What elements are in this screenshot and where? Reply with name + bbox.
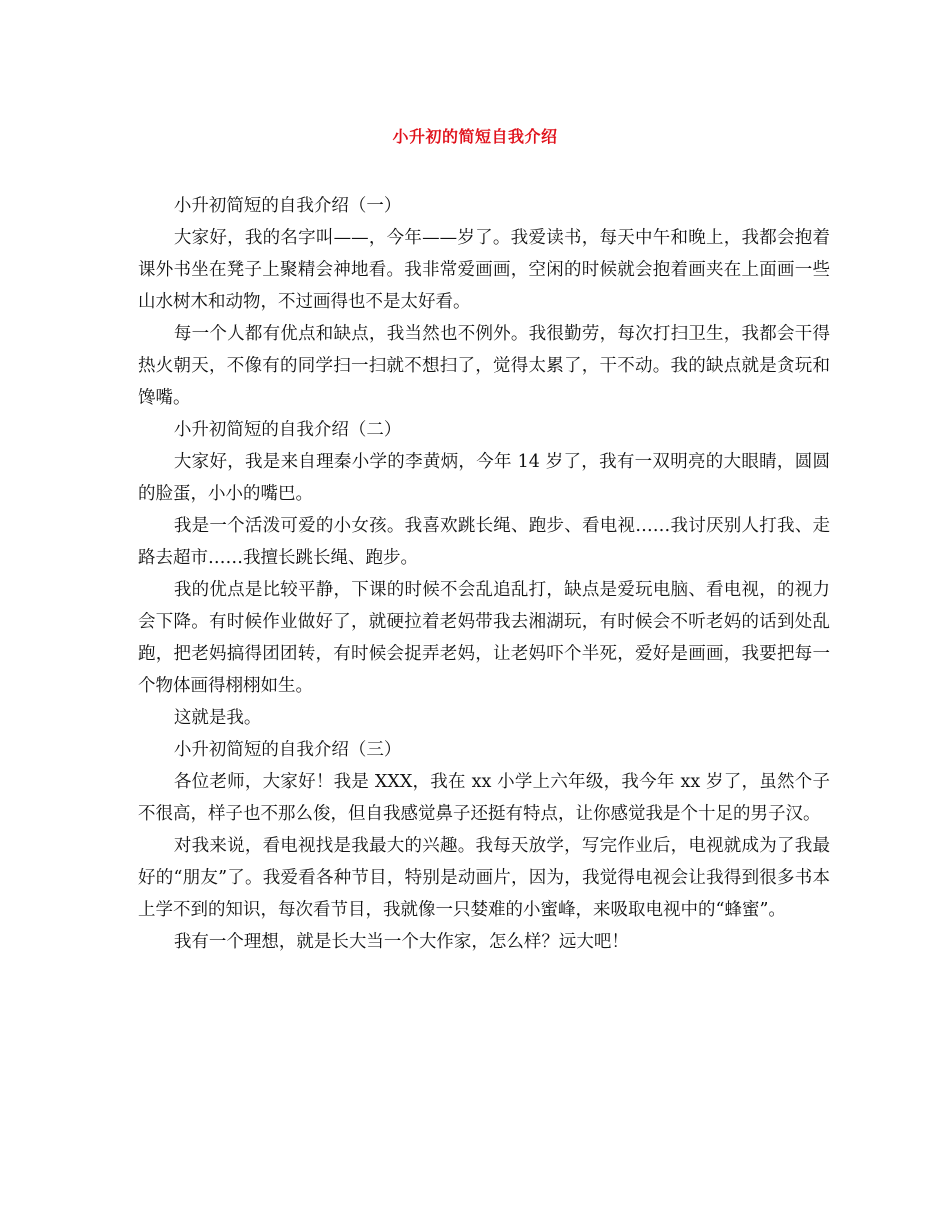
paragraph: 我的优点是比较平静，下课的时候不会乱追乱打，缺点是爱玩电脑、看电视，的视力会下降。有时候作业做好了，就硬拉着老妈带我去湘湖玩，有时候会不听老妈的话到处乱跑，把老妈搞得团团转，有时候会捉弄老妈，让老妈吓个半死，爱好是画画，我要把每一个物体画得栩栩如生。 (138, 580, 830, 696)
paragraph: 对我来说，看电视找是我最大的兴趣。我每天放学，写完作业后，电视就成为了我最好的“朋友”了。我爱看各种节目，特别是动画片，因为，我觉得电视会让我得到很多书本上学不到的知识，每次看节目，我就像一只婪难的小蜜峰，来吸取电视中的“蜂蜜”。 (138, 836, 830, 920)
paragraph: 我是一个活泼可爱的小女孩。我喜欢跳长绳、跑步、看电视……我讨厌别人打我、走路去超市……我擅长跳长绳、跑步。 (138, 516, 830, 568)
paragraph: 每一个人都有优点和缺点，我当然也不例外。我很勤劳，每次打扫卫生，我都会干得热火朝天，不像有的同学扫一扫就不想扫了，觉得太累了，干不动。我的缺点就是贪玩和馋嘴。 (138, 324, 830, 408)
document-body (138, 190, 830, 958)
section-heading-2: 小升初简短的自我介绍（二） (173, 420, 402, 440)
document-title: 小升初的简短自我介绍 (392, 127, 558, 146)
paragraph: 这就是我。 (173, 708, 262, 728)
paragraph: 各位老师，大家好！我是 XXX，我在 xx 小学上六年级，我今年 xx 岁了，虽然个子不很高，样子也不那么俊，但自我感觉鼻子还挺有特点，让你感觉我是个十足的男子汉。 (138, 772, 830, 824)
section-heading-3: 小升初简短的自我介绍（三） (173, 740, 402, 760)
paragraph: 大家好，我的名字叫——，今年——岁了。我爱读书，每天中午和晚上，我都会抱着课外书坐在凳子上聚精会神地看。我非常爱画画，空闲的时候就会抱着画夹在上面画一些山水树木和动物，不过画得也不是太好看。 (138, 228, 830, 312)
paragraph: 我有一个理想，就是长大当一个大作家，怎么样？远大吧！ (173, 932, 629, 952)
paragraph: 大家好，我是来自理秦小学的李黄炳，今年 14 岁了，我有一双明亮的大眼睛，圆圆的脸蛋，小小的嘴巴。 (138, 452, 830, 504)
section-heading-1: 小升初简短的自我介绍（一） (173, 196, 402, 216)
